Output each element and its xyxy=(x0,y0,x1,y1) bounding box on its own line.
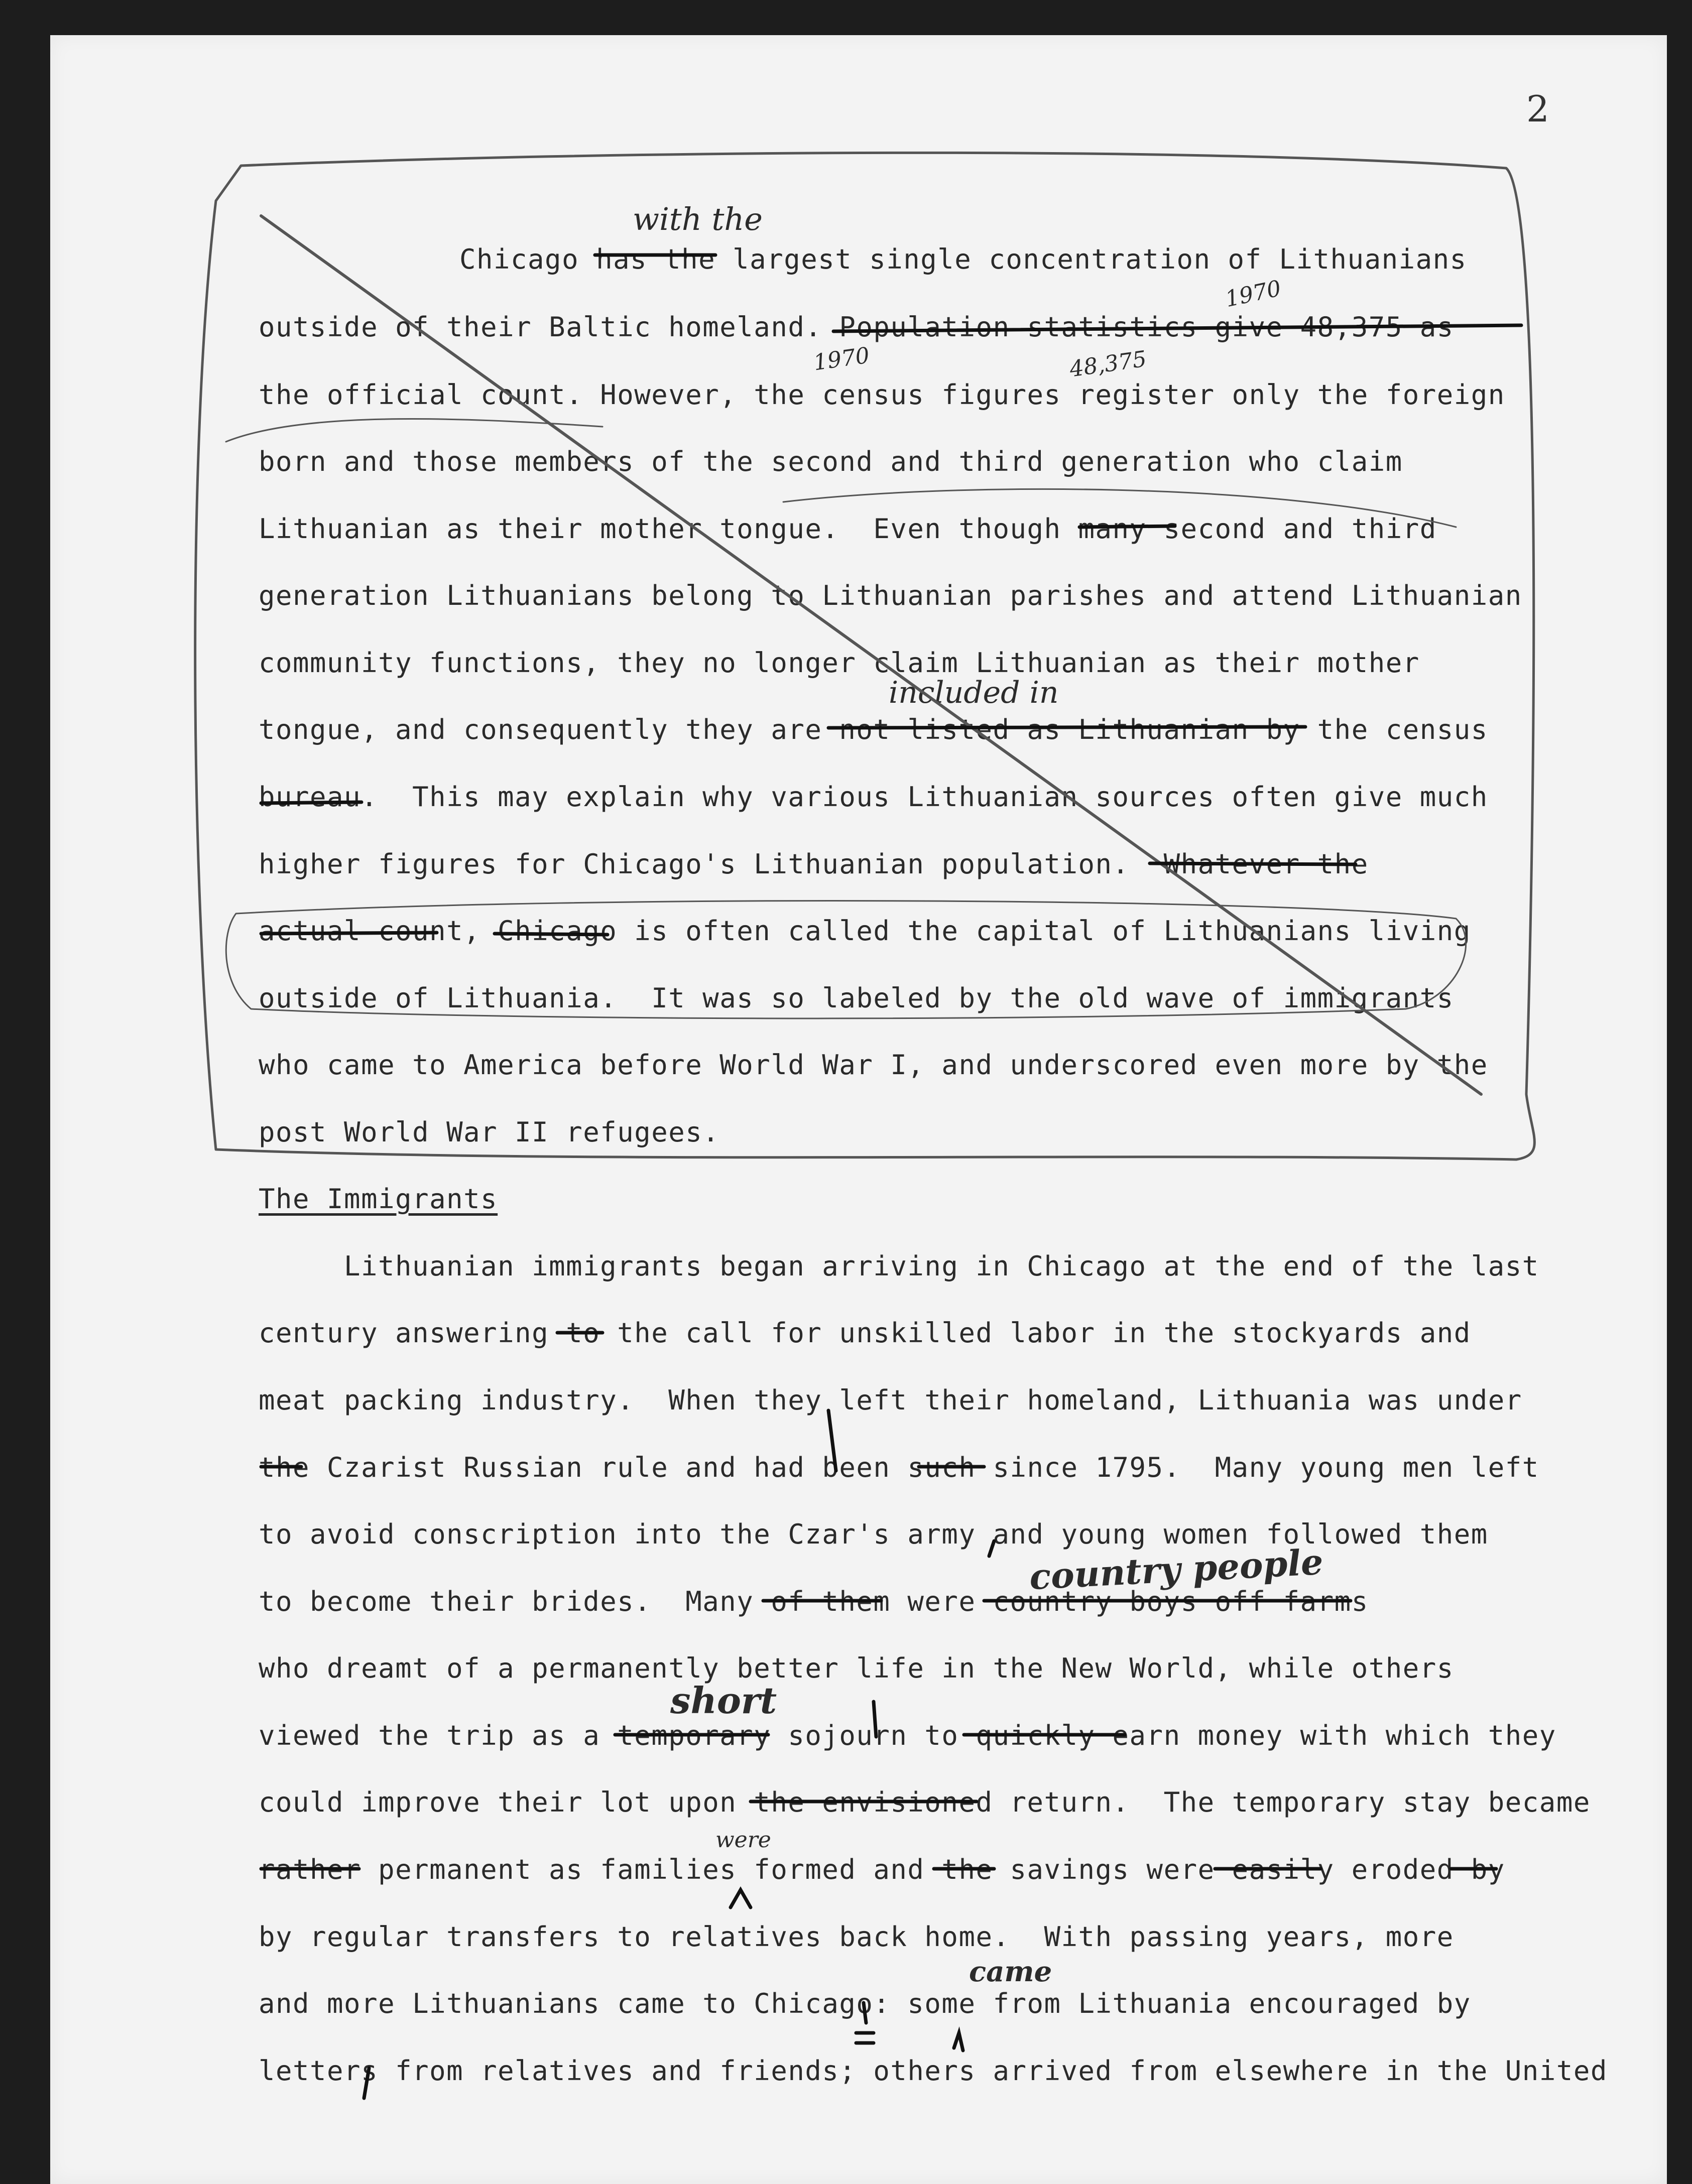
handwritten-note-1970: 1970 xyxy=(1223,275,1284,313)
page-number: 2 xyxy=(1526,88,1549,130)
text-line: outside of their Baltic homeland. Population statistics give 48,375 as xyxy=(259,311,1454,343)
text-line: Chicago has the largest single concentration of Lithuanians xyxy=(459,243,1467,275)
section-heading: The Immigrants xyxy=(259,1183,498,1215)
text-line: actual count, Chicago is often called the capital of Lithuanians living xyxy=(259,915,1471,947)
text-line: viewed the trip as a temporary sojourn to quickly earn money with which they xyxy=(259,1720,1556,1751)
text-line: Lithuanian immigrants began arriving in Chicago at the end of the last xyxy=(344,1250,1539,1282)
text-line: tongue, and consequently they are not listed as Lithuanian by the census xyxy=(259,714,1488,745)
text-line: born and those members of the second and third generation who claim xyxy=(259,446,1403,477)
text-line: higher figures for Chicago's Lithuanian population. Whatever the xyxy=(259,848,1369,880)
text-line: the Czarist Russian rule and had been such since 1795. Many young men left xyxy=(259,1452,1539,1483)
text-line: to become their brides. Many of them were country boys off farms xyxy=(259,1586,1369,1617)
text-line: and more Lithuanians came to Chicago: some from Lithuania encouraged by xyxy=(259,1988,1471,2019)
text-line: post World War II refugees. xyxy=(259,1116,720,1148)
text-line: could improve their lot upon the envisioned return. The temporary stay became xyxy=(259,1786,1591,1818)
text-line: who dreamt of a permanently better life in the New World, while others xyxy=(259,1652,1454,1684)
text-line: rather permanent as families formed and the savings were easily eroded by xyxy=(259,1854,1505,1885)
text-line: who came to America before World War I, and underscored even more by the xyxy=(259,1049,1488,1081)
text-line: community functions, they no longer claim Lithuanian as their mother xyxy=(259,647,1420,679)
text-line: letters from relatives and friends; others arrived from elsewhere in the United xyxy=(259,2055,1608,2087)
text-line: meat packing industry. When they left their homeland, Lithuania was under xyxy=(259,1384,1522,1416)
handwritten-note-came: came xyxy=(969,1955,1052,1988)
text-line: bureau. This may explain why various Lithuanian sources often give much xyxy=(259,781,1488,813)
handwritten-note-country-people: country people xyxy=(1028,1540,1324,1598)
text-line: by regular transfers to relatives back home. With passing years, more xyxy=(259,1921,1454,1953)
text-line: generation Lithuanians belong to Lithuanian parishes and attend Lithuanian xyxy=(259,580,1522,611)
handwritten-note-were: were xyxy=(715,1827,771,1853)
handwritten-note-short: short xyxy=(670,1679,777,1722)
text-line: to avoid conscription into the Czar's army and young women followed them xyxy=(259,1518,1488,1550)
text-line: the official count. However, the census figures register only the foreign xyxy=(259,379,1505,411)
handwritten-note-included-in: included in xyxy=(889,675,1059,710)
text-line: century answering to the call for unskilled labor in the stockyards and xyxy=(259,1317,1471,1349)
handwritten-note-with-the: with the xyxy=(633,201,763,237)
handwritten-note-1970: 1970 xyxy=(811,342,871,376)
text-line: outside of Lithuania. It was so labeled by the old wave of immigrants xyxy=(259,982,1454,1014)
handwritten-note-figure: 48,375 xyxy=(1068,346,1148,382)
text-line: Lithuanian as their mother tongue. Even though many second and third xyxy=(259,513,1437,545)
